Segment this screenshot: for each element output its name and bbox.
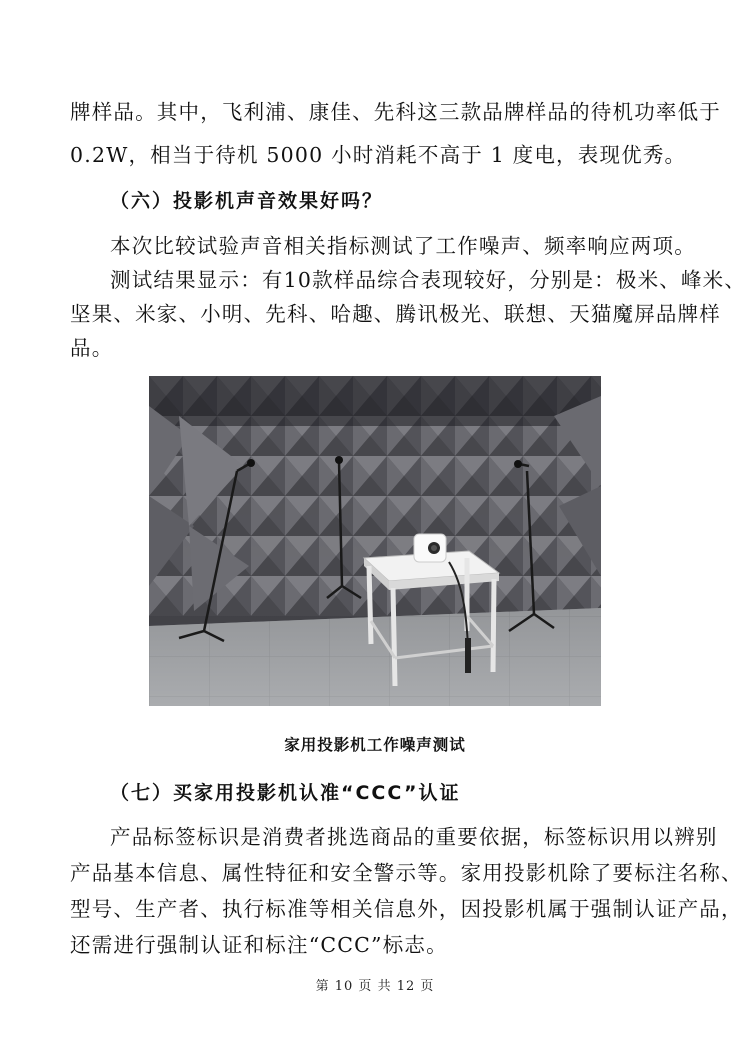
paragraph-line: 产品基本信息、属性特征和安全警示等。家用投影机除了要标注名称、 [70, 861, 743, 885]
paragraph-line: 0.2W，相当于待机 5000 小时消耗不高于 1 度电，表现优秀。 [70, 143, 687, 167]
paragraph-line: 型号、生产者、执行标准等相关信息外，因投影机属于强制认证产品， [70, 897, 743, 921]
section-heading-7: （七）买家用投影机认准“CCC”认证 [110, 782, 461, 804]
page-number-footer: 第 10 页 共 12 页 [315, 979, 435, 994]
paragraph-line: 坚果、米家、小明、先科、哈趣、腾讯极光、联想、天猫魔屏品牌样 [70, 302, 721, 326]
paragraph-line: 品。 [70, 336, 114, 360]
figure-caption: 家用投影机工作噪声测试 [284, 736, 466, 754]
paragraph-line: 还需进行强制认证和标注“CCC”标志。 [70, 933, 448, 957]
section-heading-6: （六）投影机声音效果好吗？ [110, 190, 384, 212]
paragraph-line: 本次比较试验声音相关指标测试了工作噪声、频率响应两项。 [110, 234, 696, 258]
paragraph-line: 测试结果显示：有10款样品综合表现较好，分别是：极米、峰米、 [110, 268, 747, 292]
anechoic-chamber-photo [149, 376, 601, 706]
paragraph-line: 牌样品。其中，飞利浦、康佳、先科这三款品牌样品的待机功率低于 [70, 100, 721, 124]
paragraph-line: 产品标签标识是消费者挑选商品的重要依据，标签标识用以辨别 [110, 825, 718, 849]
